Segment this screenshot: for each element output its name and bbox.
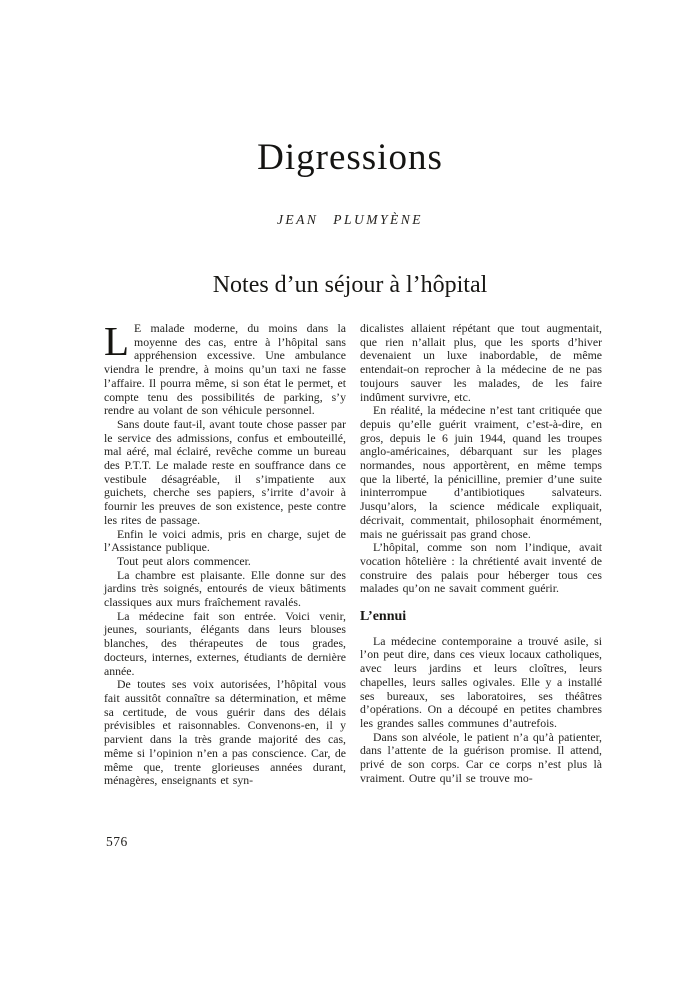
paragraph: En réalité, la médecine n’est tant critiquée que depuis qu’elle guérit vraiment, c’est-à-dire, en gros, depuis le 6 juin 1944, quand les troupes anglo-américaines, débarquant sur les plages normandes, nous apportèrent, en même temps que la liberté, la pénicilline, premier d’une suite ininterrompue d’antibiotiques salvateurs. Jusqu’alors, la science médicale expliquait, décrivait, commentait, philosophait énormément, mais ne guérissait pas grand chose. (360, 403, 602, 541)
right-column (360, 322, 602, 788)
paragraph: La médecine contemporaine a trouvé asile, si l’on peut dire, dans ces vieux locaux catholiques, avec leurs jardins et leurs cloîtres, leurs chapelles, leurs salles ogivales. Elle y a installé ses bureaux, ses laboratoires, ses théâtres d’opérations. On a découpé en petites chambres les grandes salles communes d’autrefois. (360, 633, 602, 730)
section-title: Notes d’un séjour à l’hôpital (212, 272, 488, 298)
paragraph: dicalistes allaient répétant que tout augmentait, que rien n’allait plus, que les sports d’hiver devenaient un luxe inabordable, de même entendait-on reprocher à la médecine de ne pas toujours sauver les malades, de les faire indûment survivre, etc. (360, 321, 602, 404)
author-name: JEAN PLUMYÈNE (276, 212, 424, 227)
paragraph-text: E malade moderne, du moins dans la moyenne des cas, entre à l’hôpital sans appréhension excessive. Une ambulance viendra le prendre, à moins qu’un taxi ne fasse l’affaire. Il pourra même, si son état le permet, et compte tenu des possibilités de parking, s’y rendre au volant de son véhicule personnel. (104, 321, 346, 418)
drop-cap: L (104, 318, 130, 364)
paragraph (104, 318, 346, 418)
paragraph: De toutes ses voix autorisées, l’hôpital vous fait aussitôt connaître sa détermination, et même sa certitude, de vous guérir dans des délais prévisibles et raisonnables. Convenons-en, il y parvient dans la très grande majorité des cas, même si l’opinion n’en a pas conscience. Car, de même que, trente glorieuses années durant, ménagères, enseignants et syn- (104, 677, 346, 788)
subheading-ennui: L’ennui (360, 609, 407, 625)
page-title: Digressions (257, 137, 443, 178)
paragraph: Enfin le voici admis, pris en charge, sujet de l’Assistance publique. (104, 526, 346, 555)
paragraph: Sans doute faut-il, avant toute chose passer par le service des admissions, confus et embouteillé, mal aéré, mal éclairé, revêche comme un bureau des P.T.T. Le malade reste en souffrance dans ce vestibule désagréable, il s’impatiente aux guichets, cherche ses papiers, s’irrite d’avoir à fournir les preuves de son existence, peste contre les rites de passage. (104, 416, 346, 527)
page-number: 576 (106, 834, 128, 849)
paragraph: La chambre est plaisante. Elle donne sur des jardins très soignés, entourés de vieux bâtiments classiques aux murs fraîchement ravalés. (104, 567, 346, 610)
paragraph: La médecine fait son entrée. Voici venir, jeunes, souriants, élégants dans leurs blouses blanches, des thérapeutes de tous grades, docteurs, internes, externes, étudiants de dernière année. (104, 608, 346, 678)
paragraph: L’hôpital, comme son nom l’indique, avait vocation hôtelière : la chrétienté avait inventé de construire des palais pour héberger tous ces malades qu’on ne savait comment guérir. (360, 540, 602, 596)
paragraph: Tout peut alors commencer. (117, 553, 251, 568)
paragraph: Dans son alvéole, le patient n’a qu’à patienter, dans l’attente de la guérison promise. Il attend, privé de son corps. Car ce corps n’est plus là vraiment. Outre qu’il se trouve mo- (360, 729, 602, 785)
article-body (104, 318, 602, 788)
left-column (104, 318, 346, 788)
